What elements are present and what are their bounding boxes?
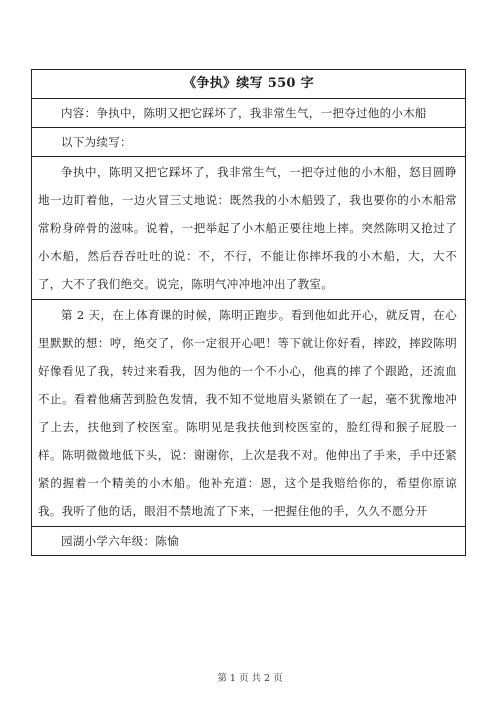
page-number: 第 1 页 共 2 页 (217, 673, 283, 684)
document-title: 《争执》续写 550 字 (32, 70, 465, 99)
author-line: 园湖小学六年级：陈愉 (32, 527, 465, 556)
document-table (31, 69, 466, 556)
content-summary: 内容：争执中，陈明又把它踩坏了，我非常生气，一把夺过他的小木船 (32, 99, 465, 128)
intro-line: 以下为续写： (32, 128, 465, 157)
paragraph-2: 第 2 天，在上体育课的时候，陈明正跑步。看到他如此开心，就反胃，在心里默默的想：哼，绝交了，你一定很开心吧！等下就让你好看，摔跤，摔跤陈明好像看见了我，转过来看我，因为他的一个不小心，他真的摔了个跟跄，还流血不止。看着他痛苦到脸色发情，我不知不觉地眉头紧锁在了一起，毫不犹豫地冲了上去，扶他到了校医室。陈明见是我扶他到校医室的，脸红得和猴子屁股一样。陈明微微地低下头，说：谢谢你，上次是我不对。他伸出了手来，手中还紧紧的握着一个精美的小木船。他补充道：恩，这个是我赔给你的，希望你原谅我。我听了他的话，眼泪不禁地流了下来，一把握住他的手，久久不愿分开 (32, 300, 465, 527)
paragraph-1: 争执中，陈明又把它踩坏了，我非常生气，一把夺过他的小木船，怒目圆睁地一边盯着他，一边火冒三丈地说：既然我的小木船毁了，我也要你的小木船常常粉身碎骨的滋味。说着，一把举起了小木船正要往地上摔。突然陈明又抢过了小木船，然后吞吞吐吐的说：不，不行，不能让你摔坏我的小木船，大，大不了，大不了我们绝交。说完，陈明气冲冲地冲出了教室。 (32, 157, 465, 300)
